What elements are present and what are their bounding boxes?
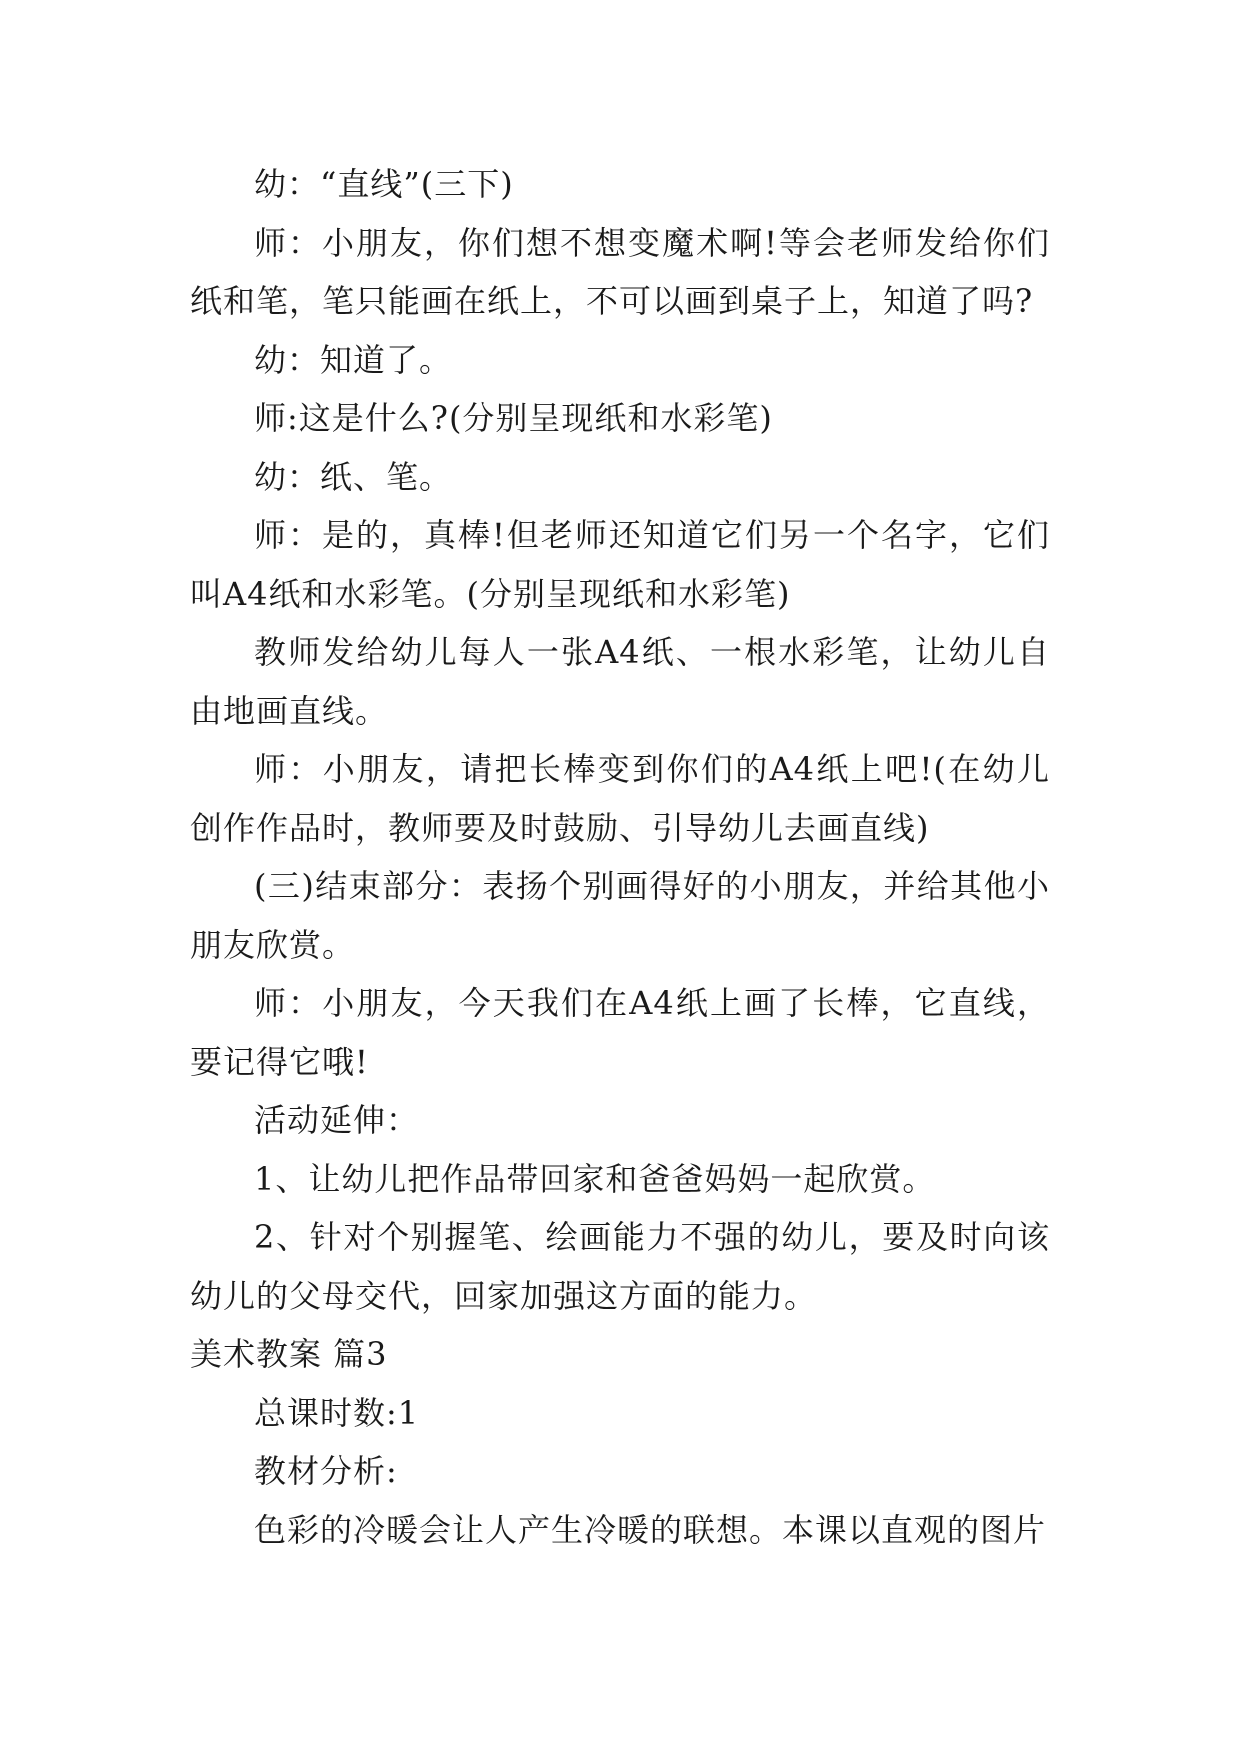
subheading: 活动延伸： (254, 1101, 420, 1139)
dialogue-paragraph: 幼：纸、笔。 (254, 457, 453, 496)
dialogue-paragraph: 师：小朋友，请把长棒变到你们的A4纸上吧!(在幼儿创作作品时，教师要及时鼓励、引导幼儿去画直线) (190, 750, 1050, 847)
document-body (190, 155, 1050, 1559)
section-heading: 美术教案 篇3 (190, 1335, 388, 1373)
body-paragraph: 教师发给幼儿每人一张A4纸、一根水彩笔，让幼儿自由地画直线。 (190, 633, 1050, 730)
subheading: 教材分析: (254, 1452, 398, 1490)
dialogue-paragraph: 幼：“直线”(三下) (254, 165, 514, 203)
dialogue-paragraph: 幼：知道了。 (254, 340, 453, 379)
list-item: 2、针对个别握笔、绘画能力不强的幼儿，要及时向该幼儿的父母交代，回家加强这方面的能力。 (190, 1218, 1050, 1315)
dialogue-paragraph: 师：是的，真棒!但老师还知道它们另一个名字，它们叫A4纸和水彩笔。(分别呈现纸和水彩笔) (190, 516, 1050, 613)
body-paragraph: 总课时数:1 (254, 1393, 420, 1432)
body-paragraph: 色彩的冷暖会让人产生冷暖的联想。本课以直观的图片 (254, 1510, 1047, 1549)
dialogue-paragraph: 师：小朋友，你们想不想变魔术啊!等会老师发给你们纸和笔，笔只能画在纸上，不可以画到桌子上，知道了吗? (190, 223, 1050, 320)
dialogue-paragraph: 师:这是什么?(分别呈现纸和水彩笔) (254, 399, 773, 437)
section-paragraph: (三)结束部分：表扬个别画得好的小朋友，并给其他小朋友欣赏。 (190, 867, 1050, 964)
list-item: 1、让幼儿把作品带回家和爸爸妈妈一起欣赏。 (254, 1159, 936, 1198)
dialogue-paragraph: 师：小朋友，今天我们在A4纸上画了长棒，它直线，要记得它哦! (190, 984, 1050, 1081)
